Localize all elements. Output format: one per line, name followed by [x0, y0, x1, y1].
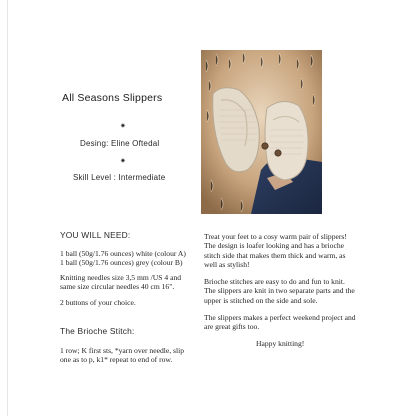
materials-heading: YOU WILL NEED: — [60, 230, 131, 240]
ornament-icon: ✷ — [120, 122, 126, 130]
buttons-line: 2 buttons of your choice. — [60, 298, 136, 307]
stitch-heading: The Brioche Stitch: — [60, 326, 135, 336]
closing-line: Happy knitting! — [256, 339, 305, 348]
yarn-b: 1 ball (50g/1.76 ounces) grey (colour B) — [60, 258, 183, 268]
materials-yarn — [60, 249, 186, 268]
needles-line: same size circular needles 40 cm 16". — [60, 282, 175, 292]
intro-line: well as stylish! — [204, 259, 250, 269]
intro-line: upper is stitched on the side and sole. — [204, 295, 318, 305]
intro-line: Brioche stitches are easy to do and fun to knit. — [204, 277, 345, 286]
intro-paragraph-1 — [204, 232, 347, 269]
intro-paragraph-2 — [204, 277, 355, 305]
slippers-photo — [201, 50, 322, 214]
pattern-title: All Seasons Slippers — [62, 92, 163, 104]
ornament-icon: ✷ — [120, 157, 126, 165]
stitch-line: 1 row; K first sts, *yarn over needle, slip — [60, 346, 185, 355]
intro-line: The slippers are knit in two separate parts and the — [204, 286, 355, 296]
needles-line: Knitting needles size 3,5 mm /US 4 and — [60, 273, 182, 282]
materials-buttons — [60, 298, 136, 307]
intro-line: are great gifts too. — [204, 322, 260, 332]
stitch-instructions — [60, 346, 184, 365]
materials-needles — [60, 273, 181, 292]
intro-line: The design is loafer looking and has a brioche — [204, 241, 345, 251]
intro-line: Treat your feet to a cosy warm pair of slippers! — [204, 232, 347, 241]
skill-level: Skill Level : Intermediate — [73, 173, 166, 182]
page-edge — [0, 0, 8, 416]
yarn-a: 1 ball (50g/1.76 ounces) white (colour A) — [60, 249, 186, 258]
intro-line: The slippers makes a perfect weekend project and — [204, 313, 356, 322]
intro-line: stitch side that makes them thick and warm, as — [204, 250, 346, 260]
stitch-line: one as to p, k1* repeat to end of row. — [60, 355, 173, 365]
designer-credit: Desing: Eline Oftedal — [80, 139, 160, 148]
intro-paragraph-3 — [204, 313, 356, 332]
slippers-photo-icon — [201, 50, 322, 214]
